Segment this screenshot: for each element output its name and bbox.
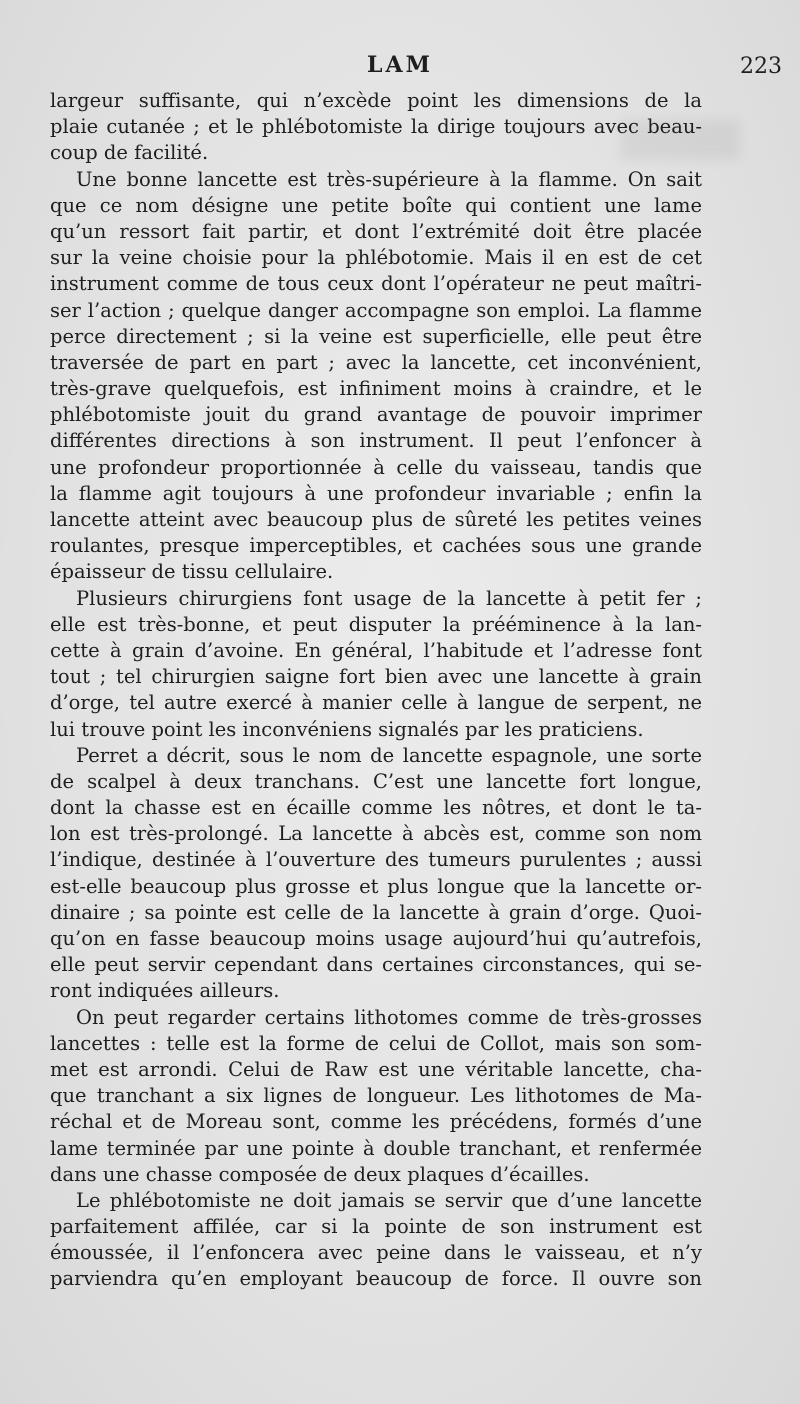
- page-number: 223: [740, 54, 782, 79]
- text-line: une profondeur proportionnée à celle du vaisseau, tandis que: [50, 455, 702, 479]
- text-line: traversée de part en part ; avec la lancette, cet inconvénient,: [50, 350, 702, 374]
- text-line: instrument comme de tous ceux dont l’opérateur ne peut maîtri-: [50, 272, 702, 296]
- text-line: la flamme agit toujours à une profondeur invariable ; enfin la: [50, 481, 702, 505]
- text-line: tout ; tel chirurgien saigne fort bien avec une lancette à grain: [50, 665, 702, 689]
- text-line: lancettes : telle est la forme de celui de Collot, mais son som-: [50, 1031, 702, 1055]
- text-line: que tranchant a six lignes de longueur. Les lithotomes de Ma-: [50, 1084, 702, 1108]
- text-line: très-grave quelquefois, est infiniment moins à craindre, et le: [50, 377, 702, 401]
- text-line: Une bonne lancette est très-supérieure à la flamme. On sait: [76, 167, 702, 191]
- text-line: parviendra qu’en employant beaucoup de force. Il ouvre son: [50, 1267, 702, 1291]
- text-line: parfaitement affilée, car si la pointe de son instrument est: [50, 1215, 702, 1239]
- text-line: lame terminée par une pointe à double tranchant, et renfermée: [50, 1136, 702, 1160]
- body-text: [50, 88, 702, 1293]
- text-line: dans une chasse composée de deux plaques d’écailles.: [50, 1162, 590, 1186]
- text-line: qu’un ressort fait partir, et dont l’extrémité doit être placée: [50, 219, 702, 243]
- text-line: épaisseur de tissu cellulaire.: [50, 560, 334, 584]
- text-line: est-elle beaucoup plus grosse et plus longue que la lancette or-: [50, 874, 702, 898]
- text-line: émoussée, il l’enfoncera avec peine dans le vaisseau, et n’y: [50, 1241, 702, 1265]
- paragraph: [50, 586, 702, 743]
- text-line: Plusieurs chirurgiens font usage de la lancette à petit fer ;: [76, 586, 702, 610]
- text-line: dont la chasse est en écaille comme les nôtres, et dont le ta-: [50, 796, 702, 820]
- text-line: d’orge, tel autre exercé à manier celle à langue de serpent, ne: [50, 691, 702, 715]
- text-line: dinaire ; sa pointe est celle de la lancette à grain d’orge. Quoi-: [50, 900, 702, 924]
- text-line: sur la veine choisie pour la phlébotomie. Mais il en est de cet: [50, 246, 702, 270]
- text-line: perce directement ; si la veine est superficielle, elle peut être: [50, 324, 702, 348]
- text-line: lon est très-prolongé. La lancette à abcès est, comme son nom: [50, 822, 702, 846]
- paragraph: [50, 1188, 702, 1293]
- paragraph: [50, 1005, 702, 1188]
- text-line: que ce nom désigne une petite boîte qui contient une lame: [50, 193, 702, 217]
- text-line: roulantes, presque imperceptibles, et cachées sous une grande: [50, 534, 702, 558]
- paragraph: [50, 743, 702, 1005]
- text-line: ser l’action ; quelque danger accompagne son emploi. La flamme: [50, 298, 702, 322]
- text-line: coup de facilité.: [50, 141, 209, 165]
- text-line: ront indiquées ailleurs.: [50, 979, 280, 1003]
- text-line: de scalpel à deux tranchans. C’est une lancette fort longue,: [50, 769, 702, 793]
- text-line: cette à grain d’avoine. En général, l’habitude et l’adresse font: [50, 638, 702, 662]
- text-line: phlébotomiste jouit du grand avantage de pouvoir imprimer: [50, 403, 702, 427]
- paragraph: [50, 88, 702, 167]
- text-line: lui trouve point les inconvéniens signalés par les praticiens.: [50, 717, 644, 741]
- text-line: différentes directions à son instrument. Il peut l’enfoncer à: [50, 429, 702, 453]
- paragraph: [50, 167, 702, 586]
- text-line: Le phlébotomiste ne doit jamais se servir que d’une lancette: [76, 1188, 702, 1212]
- text-line: largeur suffisante, qui n’excède point les dimensions de la: [50, 89, 702, 112]
- text-line: qu’on en fasse beaucoup moins usage aujourd’hui qu’autrefois,: [50, 927, 702, 950]
- running-head: [0, 52, 800, 84]
- text-line: met est arrondi. Celui de Raw est une véritable lancette, cha-: [50, 1057, 702, 1081]
- text-line: elle est très-bonne, et peut disputer la prééminence à la lan-: [50, 612, 702, 636]
- text-line: elle peut servir cependant dans certaines circonstances, qui se-: [50, 953, 702, 977]
- running-head-title: LAM: [367, 52, 433, 78]
- text-line: l’indique, destinée à l’ouverture des tumeurs purulentes ; aussi: [50, 848, 702, 872]
- text-line: lancette atteint avec beaucoup plus de sûreté les petites veines: [50, 508, 702, 531]
- text-line: Perret a décrit, sous le nom de lancette espagnole, une sorte: [76, 743, 702, 767]
- text-line: On peut regarder certains lithotomes comme de très-grosses: [76, 1005, 702, 1029]
- text-line: plaie cutanée ; et le phlébotomiste la dirige toujours avec beau-: [50, 115, 702, 139]
- text-line: réchal et de Moreau sont, comme les précédens, formés d’une: [50, 1110, 702, 1134]
